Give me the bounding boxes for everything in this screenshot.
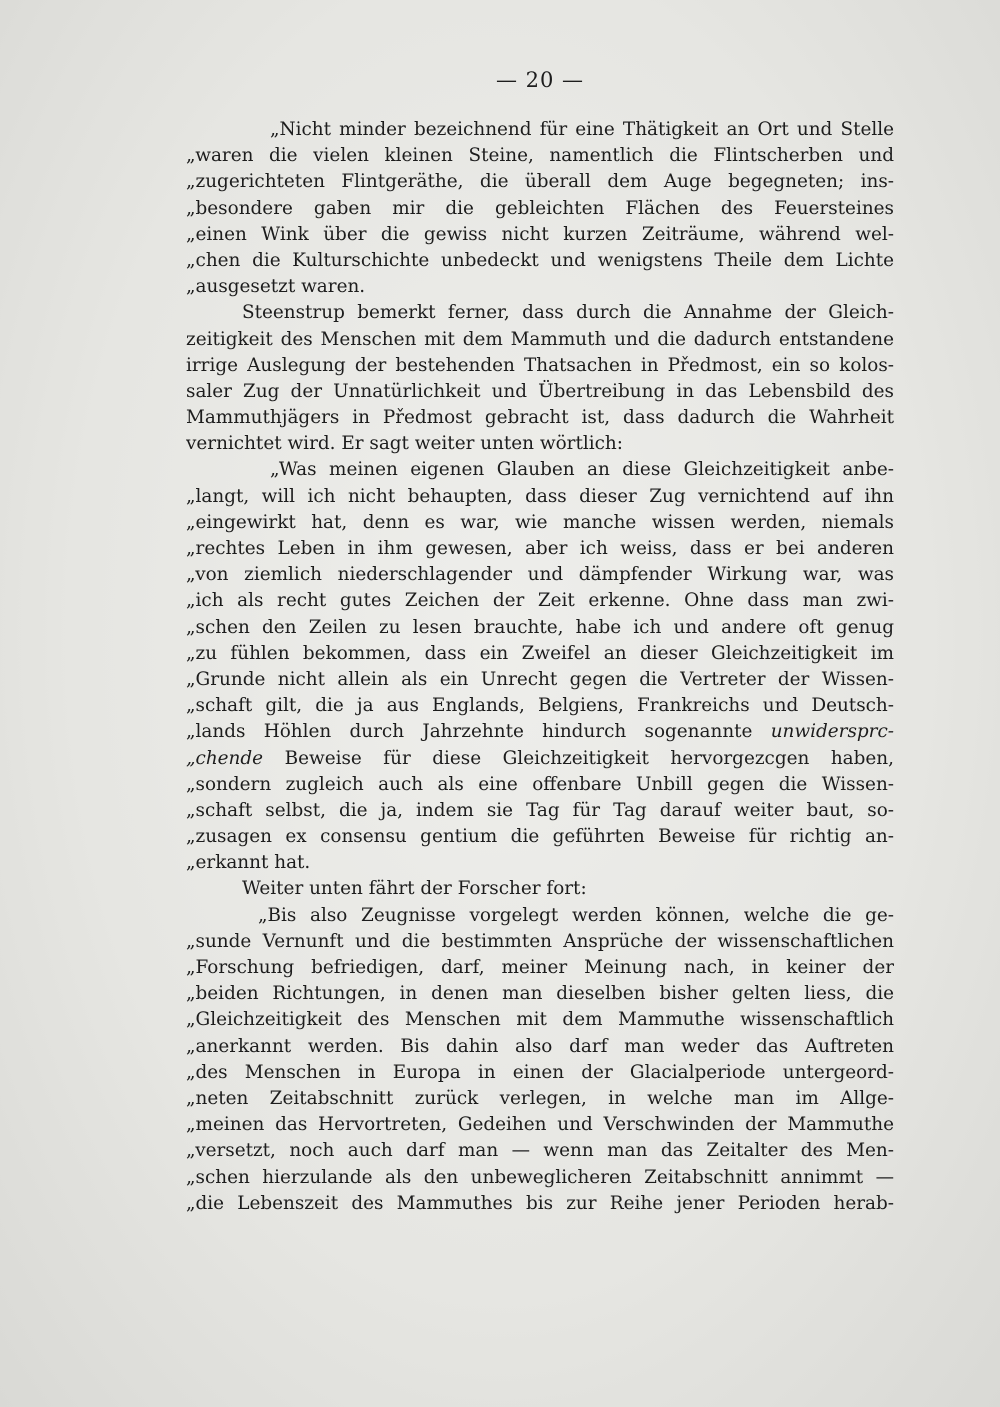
text-line: „des Menschen in Europa in einen der Glacialperiode untergeord-	[186, 1061, 894, 1083]
text-line: zeitigkeit des Menschen mit dem Mammuth und die dadurch entstandene	[186, 328, 894, 350]
text-line: „Forschung befriedigen, darf, meiner Meinung nach, in keiner der	[186, 957, 894, 978]
text-line: „schen den Zeilen zu lesen brauchte, habe ich und andere oft genug	[186, 616, 894, 638]
text-line: „waren die vielen kleinen Steine, namentlich die Flintscherben und	[186, 145, 894, 167]
text-line: „zu fühlen bekommen, dass ein Zweifel an dieser Gleichzeitigkeit im	[186, 642, 894, 664]
text-line: „Grunde nicht allein als ein Unrecht gegen die Vertreter der Wissen-	[186, 668, 894, 690]
text-line: „meinen das Hervortreten, Gedeihen und Verschwinden der Mammuthe	[186, 1114, 894, 1136]
text-line: „chende Beweise für diese Gleichzeitigkeit hervorgezcgen haben,	[186, 747, 894, 769]
text-line: „von ziemlich niederschlagender und dämpfender Wirkung war, was	[186, 564, 894, 586]
text-line: „die Lebenszeit des Mammuthes bis zur Reihe jener Perioden herab-	[186, 1192, 894, 1214]
text-line: „neten Zeitabschnitt zurück verlegen, in welche man im Allge-	[186, 1087, 894, 1109]
text-line: „einen Wink über die gewiss nicht kurzen Zeiträume, während wel-	[186, 223, 894, 245]
text-line: „sunde Vernunft und die bestimmten Ansprüche der wissenschaftlichen	[186, 930, 894, 952]
text-line: „zugerichteten Flintgeräthe, die überall dem Auge begegneten; ins-	[186, 171, 894, 193]
text-line: „lands Höhlen durch Jahrzehnte hindurch sogenannte unwidersprc-	[186, 721, 894, 743]
text-line: „anerkannt werden. Bis dahin also darf man weder das Auftreten	[186, 1035, 894, 1057]
text-line: irrige Auslegung der bestehenden Thatsachen in Předmost, ein so kolos-	[186, 354, 894, 376]
text-line: „Nicht minder bezeichnend für eine Thätigkeit an Ort und Stelle	[270, 119, 894, 140]
text-line: „schen hierzulande als den unbeweglicheren Zeitabschnitt annimmt —	[186, 1166, 894, 1188]
text-line: „Gleichzeitigkeit des Menschen mit dem Mammuthe wissenschaftlich	[186, 1009, 894, 1031]
text-line: saler Zug der Unnatürlichkeit und Übertreibung in das Lebensbild des	[186, 380, 894, 402]
text-line: „Bis also Zeugnisse vorgelegt werden können, welche die ge-	[258, 904, 894, 926]
text-line: Steenstrup bemerkt ferner, dass durch die Annahme der Gleich-	[242, 302, 894, 324]
text-line: vernichtet wird. Er sagt weiter unten wörtlich:	[186, 433, 623, 455]
text-line: „erkannt hat.	[186, 852, 311, 874]
body-text	[186, 117, 894, 1217]
text-line: Weiter unten fährt der Forscher fort:	[242, 878, 587, 900]
text-line: „zusagen ex consensu gentium die geführten Beweise für richtig an-	[186, 826, 894, 848]
text-line: „sondern zugleich auch als eine offenbare Unbill gegen die Wissen-	[186, 773, 894, 795]
text-line: „beiden Richtungen, in denen man dieselben bisher gelten liess, die	[186, 983, 894, 1005]
text-line: „schaft gilt, die ja aus Englands, Belgiens, Frankreichs und Deutsch-	[186, 695, 894, 717]
text-line: „ich als recht gutes Zeichen der Zeit erkenne. Ohne dass man zwi-	[186, 590, 894, 612]
text-line: „Was meinen eigenen Glauben an diese Gleichzeitigkeit anbe-	[270, 459, 894, 481]
text-line: „ausgesetzt waren.	[186, 276, 366, 298]
text-line: „langt, will ich nicht behaupten, dass dieser Zug vernichtend auf ihn	[186, 485, 894, 507]
text-line: „schaft selbst, die ja, indem sie Tag für Tag darauf weiter baut, so-	[186, 799, 894, 821]
text-line: „rechtes Leben in ihm gewesen, aber ich weiss, dass er bei anderen	[186, 538, 894, 559]
text-line: Mammuthjägers in Předmost gebracht ist, dass dadurch die Wahrheit	[186, 407, 894, 429]
text-line: „besondere gaben mir die gebleichten Flächen des Feuersteines	[186, 197, 894, 219]
text-line: „versetzt, noch auch darf man — wenn man das Zeitalter des Men-	[186, 1140, 894, 1162]
page-number: — 20 —	[495, 68, 585, 92]
text-line: „chen die Kulturschichte unbedeckt und wenigstens Theile dem Lichte	[186, 249, 894, 271]
text-line: „eingewirkt hat, denn es war, wie manche wissen werden, niemals	[186, 511, 894, 533]
